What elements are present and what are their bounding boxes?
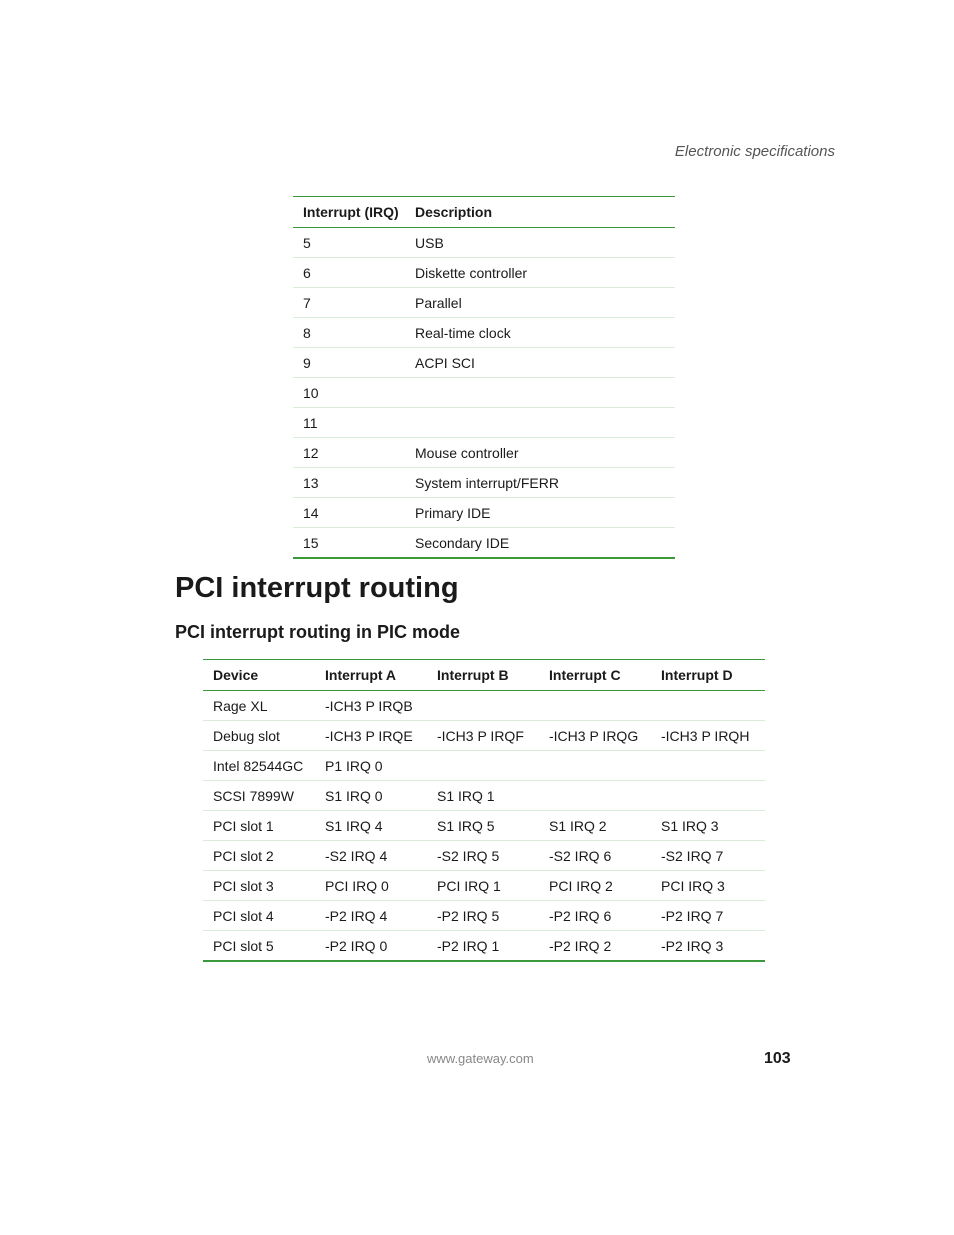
device-cell: PCI slot 5	[213, 937, 274, 954]
irq-description: Secondary IDE	[415, 534, 510, 551]
footer-url: www.gateway.com	[427, 1051, 534, 1066]
irq-number: 9	[303, 354, 311, 371]
table-row	[203, 841, 765, 871]
irq-number: 7	[303, 294, 311, 311]
table-row	[203, 721, 765, 751]
irq-number: 5	[303, 234, 311, 251]
column-header: Interrupt C	[549, 667, 621, 683]
table-row	[293, 528, 675, 559]
interrupt-d-cell: -P2 IRQ 7	[661, 907, 724, 924]
device-cell: PCI slot 4	[213, 907, 274, 924]
table-row	[203, 811, 765, 841]
page-number: 103	[764, 1050, 791, 1067]
irq-number: 12	[303, 444, 319, 461]
column-header: Interrupt A	[325, 667, 397, 683]
irq-description	[405, 408, 675, 438]
irq-description: Mouse controller	[415, 444, 519, 461]
interrupt-c-cell: -P2 IRQ 2	[549, 937, 612, 954]
irq-description: Diskette controller	[415, 264, 528, 281]
interrupt-d-cell	[651, 781, 765, 811]
interrupt-c-cell: -S2 IRQ 6	[549, 847, 612, 864]
irq-number: 14	[303, 504, 319, 521]
device-cell: Rage XL	[213, 697, 268, 714]
section-title: PCI interrupt routing	[175, 572, 459, 604]
irq-description: Real-time clock	[415, 324, 511, 341]
irq-description: Parallel	[415, 294, 462, 311]
interrupt-d-cell: -P2 IRQ 3	[661, 937, 724, 954]
irq-description: USB	[415, 234, 444, 251]
table-row	[293, 468, 675, 498]
column-header: Description	[415, 204, 493, 220]
irq-number: 15	[303, 534, 319, 551]
interrupt-c-cell	[539, 751, 651, 781]
column-header: Interrupt (IRQ)	[303, 204, 399, 220]
interrupt-a-cell: -ICH3 P IRQE	[325, 727, 413, 744]
table-row	[203, 871, 765, 901]
irq-description: Primary IDE	[415, 504, 491, 521]
device-cell: PCI slot 1	[213, 817, 274, 834]
interrupt-b-cell	[427, 691, 539, 721]
table-row	[293, 348, 675, 378]
interrupt-d-cell: S1 IRQ 3	[661, 817, 719, 834]
column-header: Interrupt D	[661, 667, 733, 683]
section-subtitle: PCI interrupt routing in PIC mode	[175, 622, 460, 642]
table-row	[203, 781, 765, 811]
device-cell: Debug slot	[213, 727, 280, 744]
irq-description: System interrupt/FERR	[415, 474, 559, 491]
irq-number: 8	[303, 324, 311, 341]
interrupt-d-cell	[651, 691, 765, 721]
running-head: Electronic specifications	[674, 143, 835, 160]
interrupt-a-cell: P1 IRQ 0	[325, 757, 383, 774]
interrupt-c-cell	[539, 781, 651, 811]
table-row	[293, 498, 675, 528]
interrupt-d-cell: PCI IRQ 3	[661, 877, 725, 894]
interrupt-c-cell: -P2 IRQ 6	[549, 907, 612, 924]
interrupt-a-cell: S1 IRQ 0	[325, 787, 383, 804]
interrupt-a-cell: -P2 IRQ 0	[325, 937, 388, 954]
pci-routing-table	[203, 659, 765, 962]
interrupt-a-cell: S1 IRQ 4	[325, 817, 383, 834]
interrupt-a-cell: PCI IRQ 0	[325, 877, 389, 894]
interrupt-c-cell: PCI IRQ 2	[549, 877, 613, 894]
irq-number: 10	[303, 384, 319, 401]
interrupt-a-cell: -S2 IRQ 4	[325, 847, 388, 864]
device-cell: SCSI 7899W	[213, 787, 294, 804]
interrupt-c-cell	[539, 691, 651, 721]
table-row	[203, 751, 765, 781]
interrupt-b-cell: S1 IRQ 1	[437, 787, 495, 804]
irq-number: 11	[303, 414, 318, 431]
device-cell: PCI slot 2	[213, 847, 274, 864]
table-row	[293, 408, 675, 438]
device-cell: PCI slot 3	[213, 877, 274, 894]
table-row	[203, 901, 765, 931]
interrupt-b-cell: PCI IRQ 1	[437, 877, 501, 894]
table-row	[203, 691, 765, 721]
interrupt-a-cell: -P2 IRQ 4	[325, 907, 388, 924]
irq-description	[405, 378, 675, 408]
table-row	[293, 288, 675, 318]
interrupt-c-cell: S1 IRQ 2	[549, 817, 607, 834]
device-cell: Intel 82544GC	[213, 757, 304, 774]
interrupt-d-cell: -ICH3 P IRQH	[661, 727, 750, 744]
interrupt-a-cell: -ICH3 P IRQB	[325, 697, 413, 714]
table-row	[293, 378, 675, 408]
irq-description: ACPI SCI	[415, 354, 475, 371]
table-header-row	[203, 660, 765, 691]
table-header-row	[293, 197, 675, 228]
table-row	[293, 258, 675, 288]
interrupt-b-cell: S1 IRQ 5	[437, 817, 495, 834]
column-header: Device	[213, 667, 259, 683]
interrupt-d-cell: -S2 IRQ 7	[661, 847, 724, 864]
table-row	[293, 438, 675, 468]
interrupt-d-cell	[651, 751, 765, 781]
interrupt-b-cell: -P2 IRQ 5	[437, 907, 500, 924]
irq-number: 6	[303, 264, 311, 281]
irq-number: 13	[303, 474, 319, 491]
table-row	[293, 318, 675, 348]
table-row	[203, 931, 765, 962]
interrupt-b-cell	[427, 751, 539, 781]
interrupt-b-cell: -P2 IRQ 1	[437, 937, 500, 954]
table-row	[293, 228, 675, 258]
column-header: Interrupt B	[437, 667, 509, 683]
interrupt-c-cell: -ICH3 P IRQG	[549, 727, 639, 744]
interrupt-b-cell: -ICH3 P IRQF	[437, 727, 524, 744]
interrupt-b-cell: -S2 IRQ 5	[437, 847, 500, 864]
irq-table	[293, 196, 675, 559]
